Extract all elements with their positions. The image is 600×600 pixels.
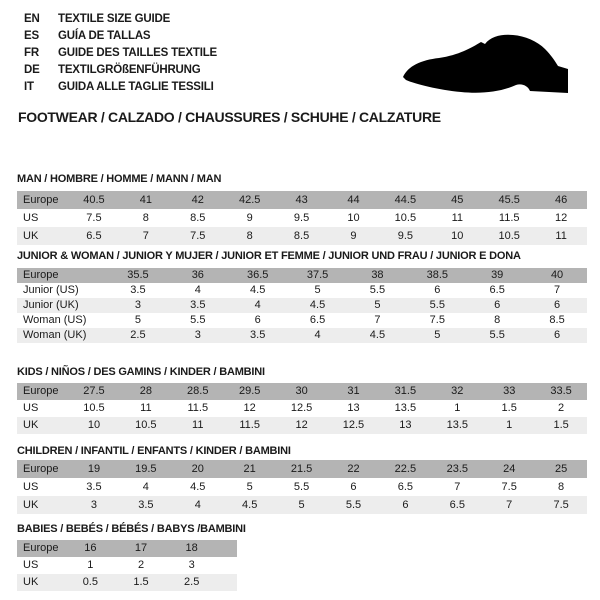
size-value: 13 <box>347 402 360 414</box>
size-value: 3 <box>188 559 195 571</box>
size-value: 5 <box>434 329 441 341</box>
size-value: 7.5 <box>429 314 445 326</box>
table-row <box>17 268 587 283</box>
size-section-3 <box>17 445 587 514</box>
language-title: TEXTILE SIZE GUIDE <box>58 13 171 25</box>
size-value: 5 <box>374 299 381 311</box>
language-code: FR <box>24 47 39 59</box>
size-value: 46 <box>554 194 568 206</box>
size-value: 44.5 <box>394 194 417 206</box>
row-label: Woman (US) <box>23 314 87 326</box>
size-value: 45 <box>451 194 464 206</box>
size-value: 19 <box>87 463 101 475</box>
size-value: 22.5 <box>394 463 417 475</box>
size-value: 9.5 <box>397 230 414 242</box>
language-code: DE <box>24 64 40 76</box>
row-label: Europe <box>23 194 59 206</box>
size-value: 4.5 <box>309 299 326 311</box>
size-value: 22 <box>347 463 360 475</box>
size-value: 8.5 <box>293 230 310 242</box>
size-value: 7 <box>554 284 561 296</box>
table-row <box>17 478 587 496</box>
size-value: 24 <box>503 463 516 475</box>
size-value: 36 <box>191 269 204 281</box>
size-value: 43 <box>295 194 308 206</box>
table-row <box>17 460 587 478</box>
size-value: 11 <box>555 230 567 242</box>
size-value: 2 <box>137 559 145 571</box>
size-value: 11.5 <box>239 419 260 431</box>
size-value: 6.5 <box>489 284 505 296</box>
size-value: 28.5 <box>187 385 209 397</box>
size-value: 27.5 <box>83 385 105 397</box>
size-table <box>17 191 587 245</box>
category-title: FOOTWEAR / CALZADO / CHAUSSURES / SCHUHE / CALZATURE <box>18 109 441 125</box>
size-value: 5 <box>314 284 321 296</box>
size-value: 45.5 <box>498 194 520 206</box>
row-label: UK <box>23 230 39 242</box>
size-value: 3 <box>134 299 141 311</box>
size-value: 5 <box>246 481 253 493</box>
table-row <box>17 227 587 245</box>
table-row <box>17 328 587 343</box>
table-row <box>17 383 587 400</box>
size-value: 7 <box>374 314 381 326</box>
table-title: BABIES / BEBÉS / BÉBÉS / BABYS /BAMBINI <box>17 523 246 535</box>
table-row <box>17 400 587 417</box>
size-value: 37.5 <box>306 269 329 281</box>
size-value: 40 <box>550 269 564 281</box>
size-value: 21.5 <box>290 463 313 475</box>
size-value: 3.5 <box>86 481 102 493</box>
size-value: 6 <box>402 499 409 511</box>
size-value: 33 <box>503 385 516 397</box>
size-value: 33.5 <box>550 385 572 397</box>
size-value: 4.5 <box>250 284 266 296</box>
size-value: 11.5 <box>498 212 520 224</box>
size-table <box>17 460 587 514</box>
size-value: 10 <box>347 212 360 224</box>
size-value: 4.5 <box>190 481 206 493</box>
size-value: 38.5 <box>426 269 449 281</box>
table-title: KIDS / NIÑOS / DES GAMINS / KINDER / BAMBINI <box>17 366 265 378</box>
size-value: 6.5 <box>397 481 414 493</box>
size-value: 3.5 <box>130 284 146 296</box>
language-title: TEXTILGRÖßENFÜHRUNG <box>58 64 201 76</box>
size-value: 13 <box>399 419 412 431</box>
size-value: 38 <box>371 269 384 281</box>
size-value: 4 <box>194 499 201 511</box>
table-row <box>17 496 587 514</box>
row-label: Junior (UK) <box>23 299 79 311</box>
size-value: 5.5 <box>190 314 206 326</box>
size-value: 12.5 <box>290 402 313 414</box>
language-row-es <box>24 28 217 45</box>
size-value: 5.5 <box>345 499 362 511</box>
table-row <box>17 417 587 434</box>
size-value: 10.5 <box>394 212 417 224</box>
row-label: UK <box>23 499 39 511</box>
size-value: 4 <box>142 481 149 493</box>
size-value: 8 <box>246 230 253 242</box>
size-value: 0.5 <box>82 576 98 588</box>
size-value: 10.5 <box>135 419 157 431</box>
size-value: 9.5 <box>293 212 310 224</box>
size-value: 1 <box>506 419 513 431</box>
size-table <box>17 540 237 591</box>
language-title: GUÍA DE TALLAS <box>58 30 151 42</box>
size-value: 11 <box>140 402 152 414</box>
size-value: 12.5 <box>342 419 365 431</box>
table-row <box>17 191 587 209</box>
size-value: 8 <box>142 212 149 224</box>
size-value: 11.5 <box>187 402 209 414</box>
size-section-0 <box>17 173 587 245</box>
size-value: 8 <box>494 314 501 326</box>
size-value: 6.5 <box>449 499 465 511</box>
size-value: 6 <box>554 329 561 341</box>
row-label: Europe <box>23 385 59 397</box>
size-value: 10.5 <box>498 230 520 242</box>
table-row <box>17 209 587 227</box>
size-value: 6.5 <box>86 230 102 242</box>
language-row-it <box>24 79 217 96</box>
size-value: 12 <box>295 419 308 431</box>
size-value: 25 <box>554 463 568 475</box>
size-value: 2.5 <box>130 329 146 341</box>
size-value: 20 <box>191 463 204 475</box>
size-value: 4 <box>314 329 321 341</box>
table-title: MAN / HOMBRE / HOMME / MANN / MAN <box>17 173 222 185</box>
row-label: US <box>23 559 39 571</box>
row-label: Europe <box>23 463 59 475</box>
language-row-fr <box>24 45 217 62</box>
size-value: 1 <box>454 402 461 414</box>
size-value: 3 <box>194 329 201 341</box>
size-section-2 <box>17 366 587 434</box>
size-value: 31.5 <box>394 385 417 397</box>
size-value: 11 <box>451 212 463 224</box>
size-value: 8.5 <box>549 314 565 326</box>
size-value: 3 <box>90 499 98 511</box>
language-row-en <box>24 11 217 28</box>
table-row <box>17 557 237 574</box>
size-value: 11 <box>192 419 204 431</box>
size-value: 4.5 <box>242 499 258 511</box>
size-value: 1.5 <box>553 419 569 431</box>
language-title: GUIDA ALLE TAGLIE TESSILI <box>58 81 214 93</box>
table-row <box>17 540 237 557</box>
language-code: EN <box>24 13 40 25</box>
size-value: 6 <box>254 314 261 326</box>
size-value: 7.5 <box>501 481 517 493</box>
row-label: Woman (UK) <box>23 329 87 341</box>
size-value: 10 <box>451 230 464 242</box>
size-value: 23.5 <box>446 463 468 475</box>
row-label: US <box>23 402 39 414</box>
size-value: 12 <box>554 212 568 224</box>
size-value: 13.5 <box>394 402 417 414</box>
table-row <box>17 313 587 328</box>
table-title: CHILDREN / INFANTIL / ENFANTS / KINDER / BAMBINI <box>17 445 291 457</box>
size-value: 32 <box>451 385 464 397</box>
size-value: 40.5 <box>83 194 105 206</box>
size-value: 1.5 <box>501 402 517 414</box>
size-value: 2 <box>558 402 565 414</box>
table-row <box>17 283 587 298</box>
size-value: 16 <box>84 542 97 554</box>
size-value: 10 <box>87 419 101 431</box>
size-value: 36.5 <box>246 269 269 281</box>
table-title: JUNIOR & WOMAN / JUNIOR Y MUJER / JUNIOR ET FEMME / JUNIOR UND FRAU / JUNIOR E DONA <box>17 250 521 262</box>
size-value: 8.5 <box>190 212 206 224</box>
size-value: 1.5 <box>133 576 149 588</box>
size-value: 3.5 <box>190 299 206 311</box>
size-value: 7 <box>506 499 513 511</box>
size-value: 17 <box>134 542 148 554</box>
size-value: 4 <box>254 299 261 311</box>
size-value: 6.5 <box>309 314 326 326</box>
size-value: 5.5 <box>369 284 386 296</box>
size-value: 31 <box>347 385 360 397</box>
size-value: 4 <box>194 284 201 296</box>
size-value: 9 <box>246 212 253 224</box>
row-label: Europe <box>23 542 59 554</box>
row-label: UK <box>23 576 39 588</box>
size-value: 8 <box>558 481 565 493</box>
size-value: 29.5 <box>238 385 261 397</box>
size-value: 12 <box>243 402 256 414</box>
size-value: 4.5 <box>369 329 386 341</box>
size-value: 42 <box>191 194 204 206</box>
size-value: 44 <box>347 194 360 206</box>
language-list <box>24 11 217 96</box>
size-value: 5.5 <box>429 299 445 311</box>
size-value: 42.5 <box>238 194 261 206</box>
size-value: 2.5 <box>184 576 200 588</box>
size-value: 35.5 <box>127 269 149 281</box>
size-value: 41 <box>139 194 152 206</box>
size-value: 7.5 <box>553 499 569 511</box>
size-value: 28 <box>139 385 152 397</box>
size-value: 7.5 <box>190 230 206 242</box>
size-value: 5.5 <box>489 329 505 341</box>
size-value: 9 <box>350 230 357 242</box>
language-title: GUIDE DES TAILLES TEXTILE <box>58 47 217 59</box>
size-value: 3.5 <box>250 329 266 341</box>
language-row-de <box>24 62 217 79</box>
size-value: 18 <box>185 542 198 554</box>
size-section-4 <box>17 523 246 591</box>
size-value: 13.5 <box>446 419 468 431</box>
size-value: 10.5 <box>83 402 105 414</box>
size-value: 30 <box>295 385 308 397</box>
row-label: Junior (US) <box>23 284 79 296</box>
size-value: 7 <box>454 481 461 493</box>
size-table <box>17 383 587 434</box>
size-value: 39 <box>491 269 504 281</box>
row-label: US <box>23 481 39 493</box>
size-value: 7 <box>142 230 149 242</box>
row-label: Europe <box>23 269 59 281</box>
language-code: ES <box>24 30 39 42</box>
size-value: 5 <box>134 314 141 326</box>
size-value: 19.5 <box>135 463 157 475</box>
row-label: UK <box>23 419 39 431</box>
row-label: US <box>23 212 39 224</box>
size-value: 1 <box>87 559 94 571</box>
size-value: 6 <box>494 299 501 311</box>
size-value: 5.5 <box>293 481 310 493</box>
size-value: 5 <box>298 499 305 511</box>
size-value: 6 <box>554 299 561 311</box>
size-section-1 <box>17 250 587 343</box>
size-value: 3.5 <box>138 499 154 511</box>
size-value: 6 <box>350 481 357 493</box>
table-row <box>17 298 587 313</box>
size-value: 7.5 <box>86 212 102 224</box>
size-table <box>17 268 587 343</box>
table-row <box>17 574 237 591</box>
language-code: IT <box>24 81 34 93</box>
size-value: 21 <box>243 463 256 475</box>
size-value: 6 <box>434 284 441 296</box>
dress-shoe-icon <box>400 33 572 95</box>
